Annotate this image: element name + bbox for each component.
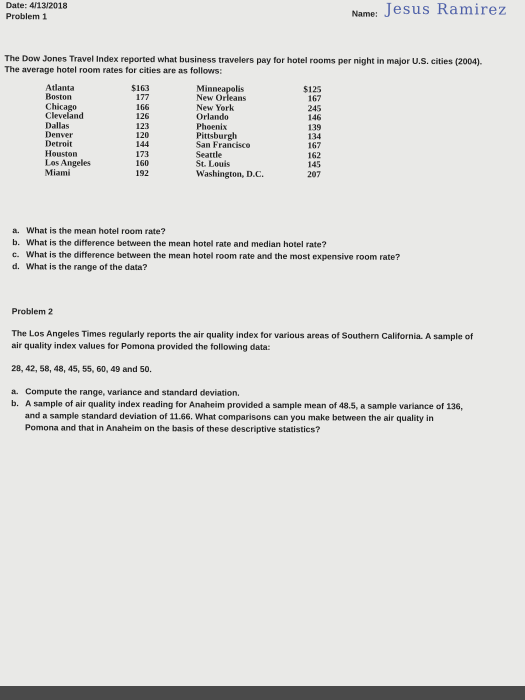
right-rate-column: [293, 85, 322, 179]
rate-value: 173: [135, 148, 149, 159]
rate-value: 120: [135, 129, 150, 141]
city-name: New Orleans: [196, 92, 247, 104]
problem-2-question-b: b. A sample of air quality index reading for Anaheim provided a sample mean of 48.5, a sample variance of 136,: [11, 398, 463, 412]
city-name: Detroit: [44, 138, 73, 149]
rate-value: 134: [307, 131, 322, 142]
rate-value: 167: [307, 140, 321, 151]
city-name: Chicago: [45, 101, 77, 112]
rate-value: 146: [307, 112, 322, 123]
problem-2-question-b-line3: Pomona and that in Anaheim on the basis of these descriptive statistics?: [24, 422, 321, 435]
city-name: Dallas: [45, 119, 70, 131]
rate-value: 166: [135, 101, 150, 112]
city-name: Orlando: [196, 111, 229, 122]
city-name: Pittsburgh: [195, 130, 238, 141]
problem-2-intro-line1: The Los Angeles Times regularly reports the air quality index for various areas of Southern California. A sample of: [11, 328, 473, 342]
problem-2-data: 28, 42, 58, 48, 45, 55, 60, 49 and 50.: [11, 363, 152, 375]
rate-value: $125: [303, 84, 322, 95]
city-name: Seattle: [195, 149, 222, 160]
city-name: Houston: [44, 148, 78, 159]
desk-shadow: [0, 686, 525, 700]
rate-value: 177: [135, 92, 150, 103]
problem-2-question-b-line2: and a sample standard deviation of 11.66. What comparisons can you make between the air quality in: [25, 410, 434, 424]
city-name: Boston: [45, 91, 72, 102]
left-rate-column: [121, 84, 150, 178]
city-name: Miami: [44, 166, 71, 178]
question-c: c. What is the difference between the mean hotel room rate and the most expensive room rate?: [12, 249, 401, 262]
question-a: a. What is the mean hotel room rate?: [12, 225, 166, 237]
city-name: St. Louis: [195, 158, 230, 169]
city-name: Denver: [45, 129, 74, 140]
city-name: Washington, D.C.: [195, 167, 264, 179]
date-text: Date: 4/13/2018: [5, 0, 68, 11]
rate-value: $163: [131, 82, 150, 94]
city-name: Minneapolis: [196, 83, 244, 94]
rate-value: 245: [307, 102, 322, 114]
rate-value: 144: [135, 139, 150, 150]
rate-value: 162: [307, 149, 321, 161]
problem-1-label: Problem 1: [5, 11, 48, 22]
left-city-column: [45, 83, 91, 177]
problem-1-intro-line2: The average hotel room rates for cities are as follows:: [4, 64, 223, 76]
rate-value: 126: [135, 111, 150, 122]
rate-value: 207: [307, 168, 321, 179]
problem-2-title: Problem 2: [11, 306, 53, 317]
city-name: Los Angeles: [44, 157, 91, 168]
rate-value: 167: [307, 93, 322, 104]
rate-value: 139: [307, 121, 322, 132]
problem-2-question-a: a. Compute the range, variance and standard deviation.: [11, 386, 240, 398]
rate-value: 160: [135, 158, 149, 169]
rate-value: 123: [135, 120, 150, 131]
problem-2-intro-line2: air quality index values for Pomona provided the following data:: [11, 340, 271, 352]
city-name: New York: [196, 102, 235, 113]
rate-value: 192: [135, 167, 149, 178]
city-name: Atlanta: [45, 82, 75, 93]
question-b: b. What is the difference between the mean hotel rate and median hotel rate?: [12, 237, 327, 250]
name-label: Name:: [351, 8, 378, 19]
city-name: San Francisco: [195, 139, 251, 151]
handwritten-name: Jesus Ramirez: [385, 0, 508, 19]
problem-1-intro-line1: The Dow Jones Travel Index reported what business travelers pay for hotel rooms per night in major U.S. cities (2004).: [4, 53, 483, 67]
city-name: Phoenix: [196, 120, 228, 132]
question-d: d. What is the range of the data?: [12, 261, 148, 273]
city-name: Cleveland: [45, 110, 84, 121]
rate-value: 145: [307, 159, 321, 170]
right-city-column: [196, 84, 265, 178]
